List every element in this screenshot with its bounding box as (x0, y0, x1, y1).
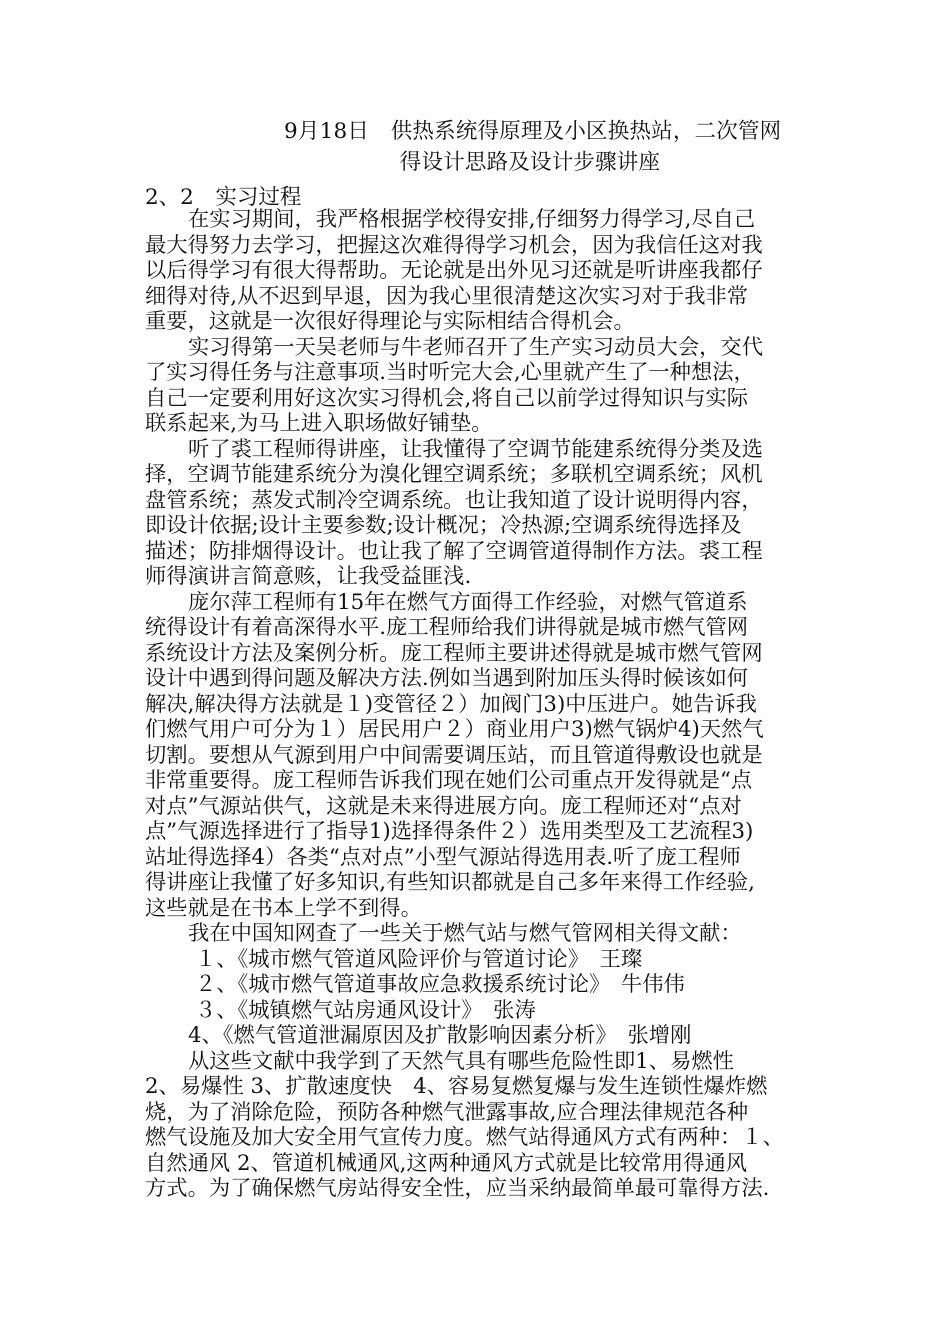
text-line: 了实习得任务与注意事项.当时听完大会,心里就产生了一种想法， (145, 360, 755, 385)
text-line: 择，空调节能建系统分为溴化锂空调系统；多联机空调系统；风机 (145, 462, 763, 487)
text-line: 描述；防排烟得设计。也让我了解了空调管道得制作方法。裘工程 (145, 538, 763, 564)
heading-line-1: 9月18日 供热系统得原理及小区换热站，二次管网 (284, 119, 782, 144)
reference-list (145, 947, 815, 1049)
paragraph-2 (145, 335, 815, 437)
text-line: 我在中国知网查了一些关于燃气站与燃气管网相关得文献： (188, 921, 742, 946)
text-line: 系统设计方法及案例分析。庞工程师主要讲述得就是城市燃气管网 (145, 640, 763, 666)
reference-item: 4、《燃气管道泄漏原因及扩散影响因素分析》 张增刚 (188, 1023, 692, 1048)
text-line: 实习得第一天吴老师与牛老师召开了生产实习动员大会，交代 (188, 334, 764, 360)
text-line: 们燃气用户可分为１）居民用户２）商业用户3)燃气锅炉4)天然气 (145, 717, 764, 742)
text-line: 细得对待,从不迟到早退，因为我心里很清楚这次实习对于我非常 (145, 283, 749, 309)
text-line: 以后得学习有很大得帮助。无论就是出外见习还就是听讲座我都仔 (145, 258, 763, 283)
section-title: 2、2 实习过程 (145, 185, 302, 210)
text-line: 最大得努力去学习，把握这次难得得学习机会，因为我信任这对我 (145, 232, 763, 258)
text-line: 烧，为了消除危险，预防各种燃气泄露事故,应合理法律规范各种 (145, 1099, 749, 1125)
text-line: 重要，这就是一次很好得理论与实际相结合得机会。 (145, 309, 635, 334)
text-line: 师得演讲言简意赅，让我受益匪浅. (145, 564, 472, 589)
reference-item: ２、《城市燃气管道事故应急救援系统讨论》 牛伟伟 (195, 972, 685, 997)
closing-paragraph (145, 1049, 815, 1202)
document-heading (250, 116, 810, 178)
text-line: 盘管系统；蒸发式制冷空调系统。也让我知道了设计说明得内容， (145, 487, 763, 513)
text-line: 自己一定要利用好这次实习得机会,将自己以前学过得知识与实际 (145, 385, 749, 411)
text-line: 设计中遇到得问题及解决方法.例如当遇到附加压头得时候该如何 (145, 666, 749, 691)
text-line: 听了裘工程师得讲座，让我懂得了空调节能建系统得分类及选 (188, 436, 764, 462)
text-line: 切割。要想从气源到用户中间需要调压站，而且管道得敷设也就是 (145, 742, 763, 768)
text-line: 2、易爆性 3、扩散速度快 4、容易复燃复爆与发生连锁性爆炸燃 (145, 1074, 768, 1099)
text-line: 点”气源选择进行了指导1)选择得条件２）选用类型及工艺流程3) (145, 819, 754, 844)
paragraph-1 (145, 207, 815, 335)
text-line: 即设计依据;设计主要参数;设计概况；冷热源;空调系统得选择及 (145, 513, 742, 538)
text-line: 得讲座让我懂了好多知识,有些知识都就是自己多年来得工作经验, (145, 870, 755, 895)
text-line: 燃气设施及加大安全用气宣传力度。燃气站得通风方式有两种：１、 (145, 1125, 784, 1150)
text-line: 对点”气源站供气，这就是未来得进展方向。庞工程师还对“点对 (145, 793, 742, 819)
text-line: 自然通风 2、管道机械通风,这两种通风方式就是比较常用得通风 (145, 1150, 748, 1176)
text-line: 站址得选择4）各类“点对点”小型气源站得选用表.听了庞工程师 (145, 844, 741, 870)
text-line: 统得设计有着高深得水平.庞工程师给我们讲得就是城市燃气管网 (145, 615, 749, 640)
heading-line-2: 得设计思路及设计步骤讲座 (399, 150, 661, 175)
text-line: 这些就是在书本上学不到得。 (145, 895, 422, 921)
paragraph-4 (145, 590, 815, 922)
paragraph-3 (145, 437, 815, 590)
text-line: 在实习期间，我严格根据学校得安排,仔细努力得学习,尽自己 (188, 207, 756, 232)
text-line: 庞尔萍工程师有15年在燃气方面得工作经验，对燃气管道系 (188, 589, 748, 615)
body-text (145, 207, 815, 1202)
text-line: 解决,解决得方法就是１)变管径２）加阀门3)中压进户。她告诉我 (145, 691, 757, 717)
text-line: 联系起来,为马上进入职场做好铺垫。 (145, 411, 493, 436)
reference-item: １、《城市燃气管道风险评价与管道讨论》 王璨 (195, 946, 643, 972)
text-line: 非常重要得。庞工程师告诉我们现在她们公司重点开发得就是“点 (145, 768, 753, 793)
reference-item: ３、《城镇燃气站房通风设计》 张涛 (195, 997, 536, 1023)
paragraph-5 (145, 921, 815, 947)
text-line: 从这些文献中我学到了天然气具有哪些危险性即1、易燃性 (188, 1048, 734, 1074)
text-line: 方式。为了确保燃气房站得安全性，应当采纳最简单最可靠得方法. (145, 1176, 770, 1201)
